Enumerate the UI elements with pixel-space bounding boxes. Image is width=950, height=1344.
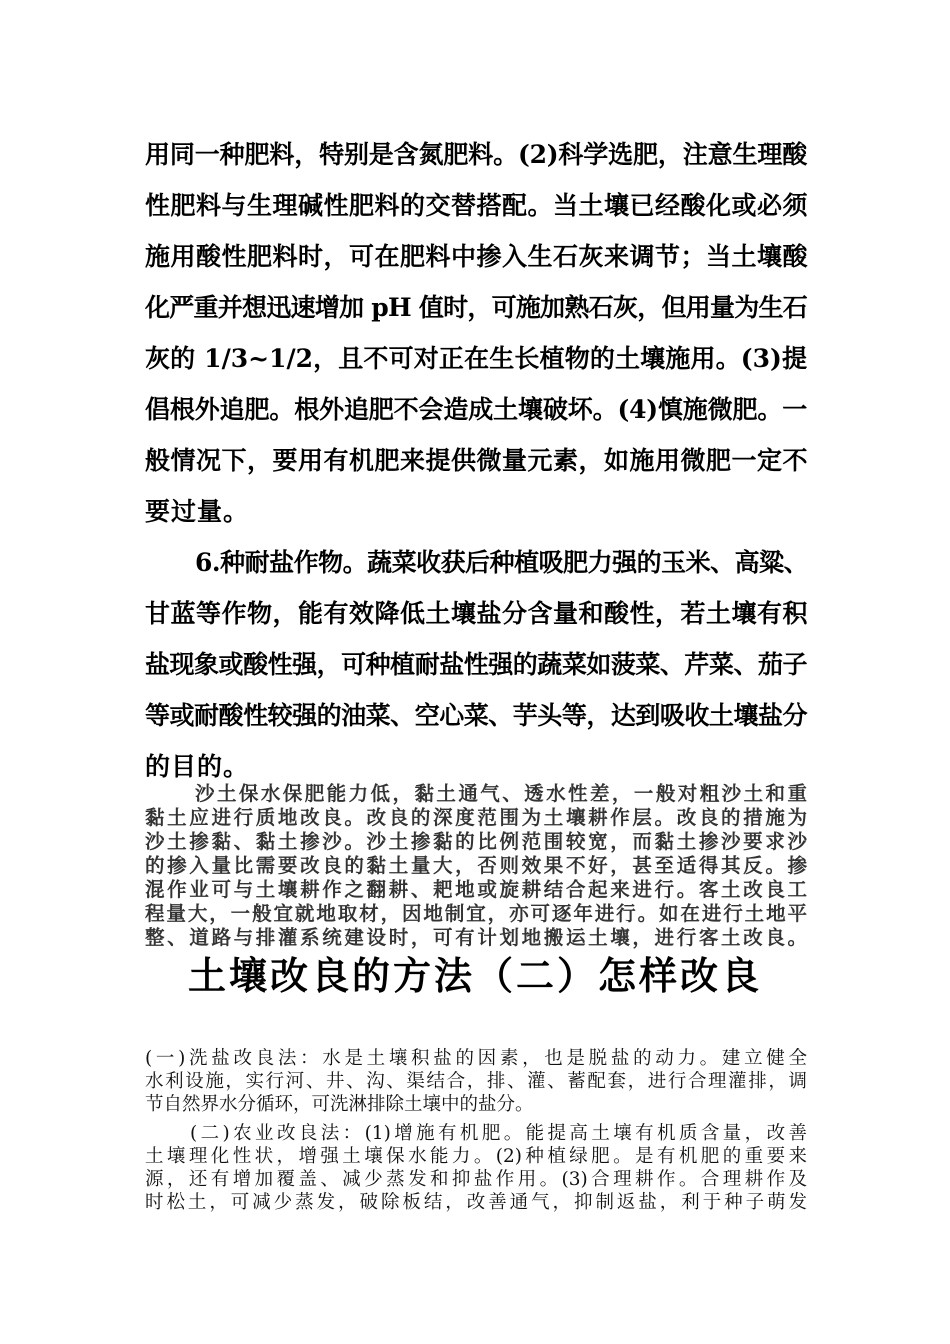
- paragraph-line: 的掺入量比需要改良的黏土量大，否则效果不好，甚至适得其反。掺: [145, 854, 807, 877]
- paragraph-line: 节自然界水分循环，可洗淋排除土壤中的盐分。: [145, 1094, 534, 1115]
- paragraph-line: (一)洗盐改良法：水是土壤积盐的因素，也是脱盐的动力。建立健全: [145, 1048, 807, 1069]
- paragraph-line: 6.种耐盐作物。蔬菜收获后种植吸肥力强的玉米、高粱、: [195, 548, 809, 577]
- paragraph-line: 整、道路与排灌系统建设时，可有计划地搬运土壤，进行客土改良。: [145, 926, 807, 949]
- paragraph-line: 土壤理化性状，增强土壤保水能力。(2)种植绿肥。是有机肥的重要来: [145, 1146, 807, 1167]
- paragraph-line: 施用酸性肥料时，可在肥料中掺入生石灰来调节；当土壤酸: [145, 242, 809, 271]
- paragraph-line: 要过量。: [145, 497, 250, 526]
- paragraph-line: 沙土保水保肥能力低，黏土通气、透水性差，一般对粗沙土和重: [195, 782, 807, 805]
- paragraph-line: 倡根外追肥。根外追肥不会造成土壤破坏。(4)慎施微肥。一: [145, 395, 807, 424]
- paragraph-line: 的目的。: [145, 752, 250, 781]
- paragraph-line: 黏土应进行质地改良。改良的深度范围为土壤耕作层。改良的措施为: [145, 806, 807, 829]
- paragraph-line: 用同一种肥料，特别是含氮肥料。(2)科学选肥，注意生理酸: [145, 140, 807, 169]
- paragraph-line: 等或耐酸性较强的油菜、空心菜、芋头等，达到吸收土壤盐分: [145, 701, 807, 730]
- paragraph-line: 般情况下，要用有机肥来提供微量元素，如施用微肥一定不: [145, 446, 809, 475]
- paragraph-line: 灰的 1/3~1/2，且不可对正在生长植物的土壤施用。(3)提: [145, 344, 807, 373]
- paragraph-line: 沙土掺黏、黏土掺沙。沙土掺黏的比例范围较宽，而黏土掺沙要求沙: [145, 830, 807, 853]
- paragraph-line: 水利设施，实行河、井、沟、渠结合，排、灌、蓄配套，进行合理灌排，调: [145, 1071, 807, 1092]
- section-heading: 土壤改良的方法（二）怎样改良: [187, 954, 762, 998]
- paragraph-line: 程量大，一般宜就地取材，因地制宜，亦可逐年进行。如在进行土地平: [145, 902, 807, 925]
- paragraph-line: 性肥料与生理碱性肥料的交替搭配。当土壤已经酸化或必须: [145, 191, 809, 220]
- paragraph-line: 时松土，可减少蒸发，破除板结，改善通气，抑制返盐，利于种子萌发: [145, 1192, 807, 1213]
- paragraph-line: 化严重并想迅速增加 pH 值时，可施加熟石灰，但用量为生石: [145, 293, 807, 322]
- paragraph-line: 盐现象或酸性强，可种植耐盐性强的蔬菜如菠菜、芹菜、茄子: [145, 650, 807, 679]
- paragraph-line: 源，还有增加覆盖、减少蒸发和抑盐作用。(3)合理耕作。合理耕作及: [145, 1169, 807, 1190]
- paragraph-line: (二)农业改良法：(1)增施有机肥。能提高土壤有机质含量，改善: [190, 1123, 807, 1144]
- paragraph-line: 混作业可与土壤耕作之翻耕、耙地或旋耕结合起来进行。客土改良工: [145, 878, 807, 901]
- paragraph-line: 甘蓝等作物，能有效降低土壤盐分含量和酸性，若土壤有积: [145, 599, 809, 628]
